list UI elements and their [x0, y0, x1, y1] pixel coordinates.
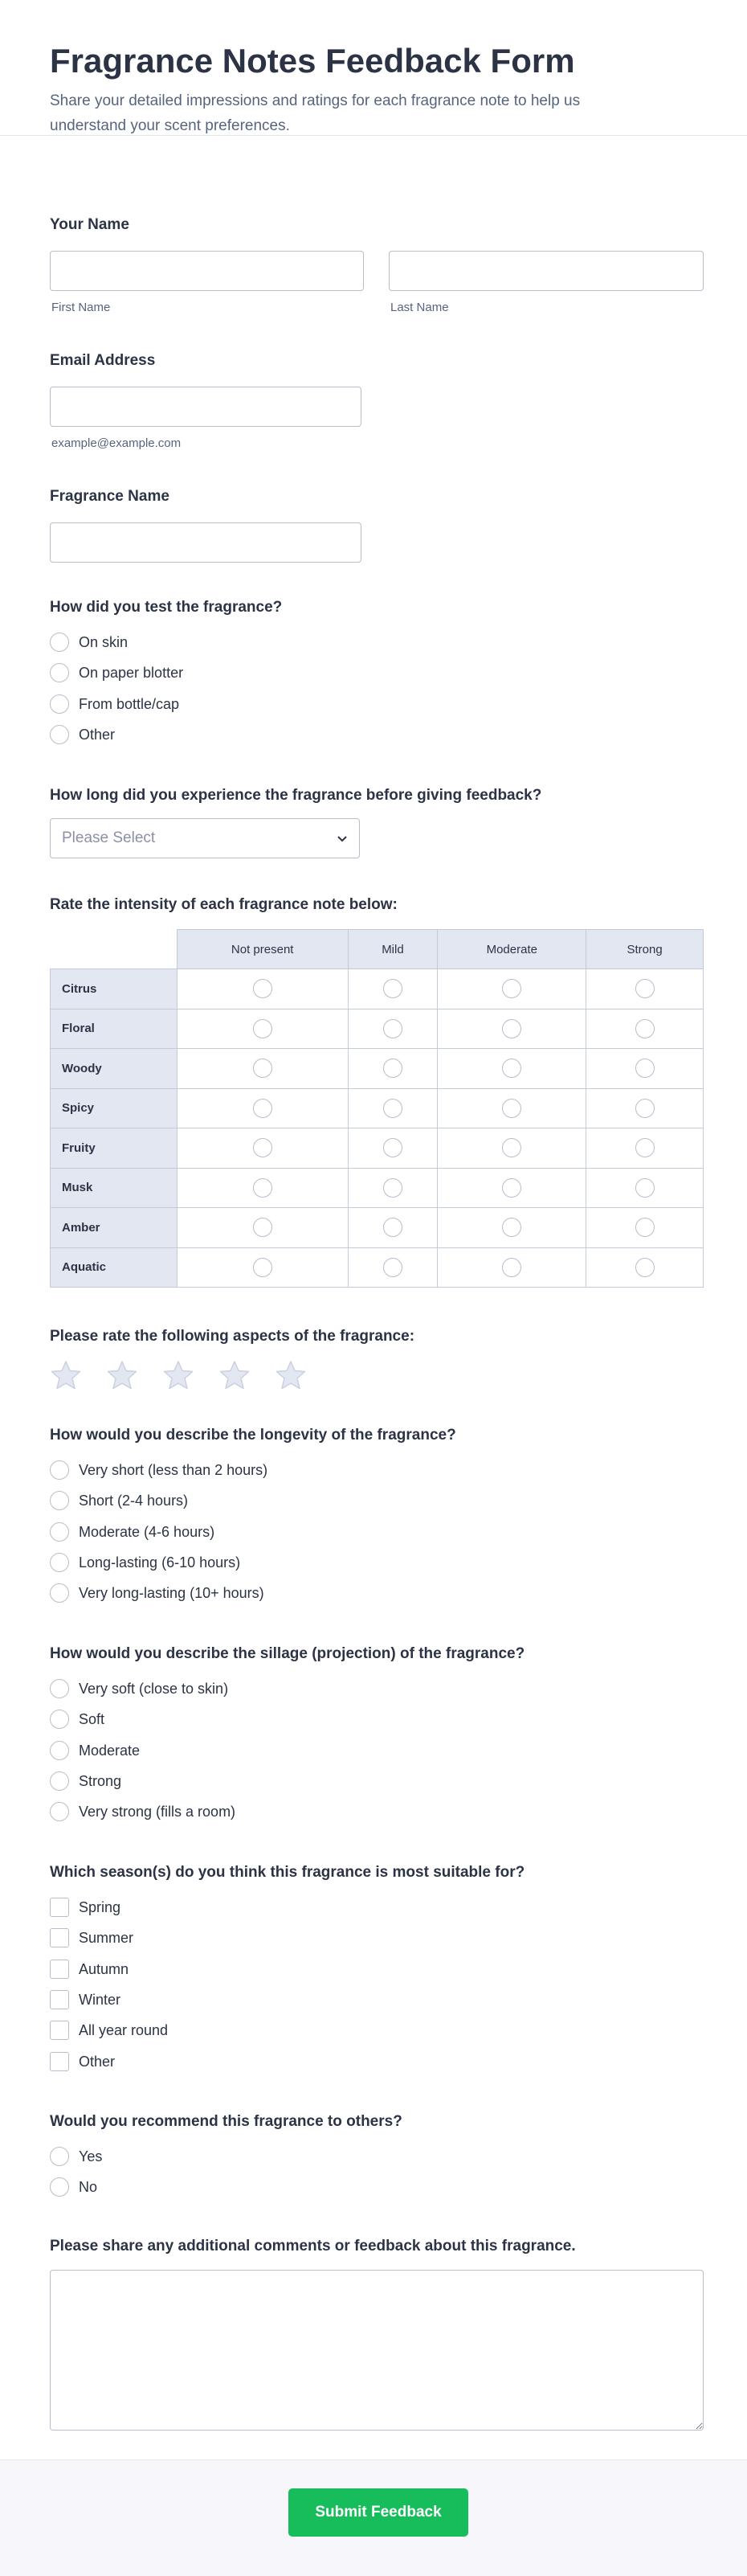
intensity-matrix: [50, 929, 704, 1288]
radio-button[interactable]: [50, 2177, 69, 2197]
intensity-matrix-field: [50, 895, 704, 1297]
duration-select[interactable]: [50, 818, 360, 858]
name-label: Your Name: [50, 216, 129, 233]
aspects-rating-field: [50, 1327, 704, 1399]
matrix-cell: [348, 1049, 438, 1089]
matrix-cell: [438, 1247, 586, 1288]
option-label: Soft: [79, 1710, 105, 1727]
matrix-radio-button[interactable]: [383, 1258, 402, 1277]
matrix-cell: [177, 969, 348, 1010]
matrix-cell: [586, 969, 704, 1010]
season-option[interactable]: [50, 2050, 115, 2073]
radio-button[interactable]: [50, 1710, 69, 1729]
sillage-option[interactable]: [50, 1800, 235, 1823]
form-footer: [0, 2459, 747, 2576]
matrix-cell: [438, 1009, 586, 1049]
option-label: Summer: [79, 1929, 134, 1946]
checkbox[interactable]: [50, 1960, 69, 1979]
matrix-radio-button[interactable]: [502, 1138, 521, 1157]
option-label: Spring: [79, 1898, 121, 1915]
longevity-field: [50, 1426, 704, 1611]
option-label: On skin: [79, 633, 129, 650]
longevity-option[interactable]: [50, 1459, 267, 1481]
checkbox[interactable]: [50, 2021, 69, 2040]
matrix-cell: [586, 1009, 704, 1049]
option-label: Very short (less than 2 hours): [79, 1461, 268, 1478]
matrix-cell: [177, 1049, 348, 1089]
last-name-input[interactable]: [389, 251, 704, 291]
option-label: On paper blotter: [79, 664, 184, 681]
radio-button[interactable]: [50, 1460, 69, 1480]
option-label: All year round: [79, 2021, 169, 2038]
radio-button[interactable]: [50, 1802, 69, 1821]
matrix-row-label: Aquatic: [51, 1247, 178, 1288]
duration-field: [50, 786, 704, 858]
matrix-row: [51, 1009, 704, 1049]
season-option[interactable]: [50, 1927, 133, 1949]
matrix-cell: [586, 1128, 704, 1169]
option-label: Moderate: [79, 1742, 141, 1759]
matrix-radio-button[interactable]: [502, 1099, 521, 1118]
matrix-cell: [177, 1088, 348, 1128]
longevity-option[interactable]: [50, 1551, 240, 1574]
comments-textarea[interactable]: [50, 2270, 704, 2431]
matrix-radio-button[interactable]: [383, 979, 402, 998]
matrix-row: [51, 1088, 704, 1128]
matrix-cell: [438, 1049, 586, 1089]
matrix-cell: [177, 1009, 348, 1049]
intensity-label: Rate the intensity of each fragrance note below:: [50, 896, 398, 913]
email-label: Email Address: [50, 352, 156, 369]
fragrance-name-field: [50, 487, 704, 506]
sillage-option[interactable]: [50, 1708, 104, 1730]
comments-label: Please share any additional comments or feedback about this fragrance.: [50, 2238, 576, 2255]
matrix-row-label: Fruity: [51, 1128, 178, 1169]
sillage-field: [50, 1644, 704, 1829]
matrix-corner: [51, 930, 178, 969]
option-label: Short (2-4 hours): [79, 1492, 189, 1509]
sillage-option[interactable]: [50, 1739, 140, 1762]
season-field: [50, 1863, 704, 2080]
matrix-row: [51, 1049, 704, 1089]
radio-button[interactable]: [50, 663, 69, 682]
option-label: Other: [79, 2053, 116, 2070]
radio-button[interactable]: [50, 1679, 69, 1698]
season-option[interactable]: [50, 2019, 168, 2042]
radio-button[interactable]: [50, 1771, 69, 1791]
matrix-radio-button[interactable]: [253, 979, 272, 998]
matrix-cell: [438, 1128, 586, 1169]
option-label: Moderate (4-6 hours): [79, 1523, 215, 1540]
select-placeholder: Please Select: [62, 829, 156, 846]
matrix-cell: [586, 1088, 704, 1128]
radio-button[interactable]: [50, 725, 69, 744]
matrix-cell: [348, 1208, 438, 1248]
matrix-radio-button[interactable]: [635, 1059, 655, 1078]
matrix-cell: [348, 1247, 438, 1288]
season-option[interactable]: [50, 1896, 120, 1919]
longevity-option[interactable]: [50, 1489, 188, 1512]
chevron-down-icon: [337, 833, 348, 845]
matrix-row-label: Floral: [51, 1009, 178, 1049]
matrix-row: [51, 1128, 704, 1169]
matrix-radio-button[interactable]: [635, 1178, 655, 1198]
matrix-radio-button[interactable]: [383, 1019, 402, 1038]
checkbox[interactable]: [50, 1928, 69, 1947]
fragrance-name-input[interactable]: [50, 522, 361, 563]
matrix-radio-button[interactable]: [253, 1138, 272, 1157]
matrix-cell: [438, 1168, 586, 1208]
test-method-option[interactable]: [50, 723, 115, 746]
matrix-radio-button[interactable]: [253, 1178, 272, 1198]
matrix-radio-button[interactable]: [253, 1099, 272, 1118]
radio-button[interactable]: [50, 1583, 69, 1603]
checkbox[interactable]: [50, 1898, 69, 1917]
matrix-radio-button[interactable]: [635, 1019, 655, 1038]
longevity-option[interactable]: [50, 1582, 264, 1604]
sillage-option[interactable]: [50, 1770, 121, 1792]
matrix-cell: [348, 1128, 438, 1169]
matrix-column-header: Strong: [586, 930, 704, 969]
star-icon[interactable]: [275, 1359, 307, 1391]
form-title: Fragrance Notes Feedback Form: [50, 42, 575, 80]
matrix-cell: [177, 1168, 348, 1208]
matrix-row: [51, 1168, 704, 1208]
radio-button[interactable]: [50, 694, 69, 714]
checkbox[interactable]: [50, 1990, 69, 2009]
submit-button[interactable]: Submit Feedback: [288, 2488, 468, 2537]
matrix-cell: [348, 1088, 438, 1128]
matrix-cell: [177, 1247, 348, 1288]
recommend-option[interactable]: [50, 2176, 97, 2198]
sillage-label: How would you describe the sillage (projection) of the fragrance?: [50, 1645, 525, 1662]
season-label: Which season(s) do you think this fragrance is most suitable for?: [50, 1864, 525, 1881]
matrix-radio-button[interactable]: [502, 1218, 521, 1237]
matrix-radio-button[interactable]: [253, 1059, 272, 1078]
option-label: Yes: [79, 2148, 103, 2164]
matrix-radio-button[interactable]: [383, 1178, 402, 1198]
option-label: No: [79, 2178, 98, 2195]
radio-button[interactable]: [50, 1491, 69, 1510]
radio-button[interactable]: [50, 1741, 69, 1760]
star-icon[interactable]: [50, 1359, 82, 1391]
matrix-cell: [586, 1049, 704, 1089]
matrix-radio-button[interactable]: [383, 1218, 402, 1237]
matrix-header-row: [51, 930, 704, 969]
matrix-cell: [177, 1128, 348, 1169]
matrix-row: [51, 969, 704, 1010]
option-label: From bottle/cap: [79, 695, 180, 712]
matrix-row-label: Amber: [51, 1208, 178, 1248]
radio-button[interactable]: [50, 1553, 69, 1572]
matrix-radio-button[interactable]: [502, 1019, 521, 1038]
email-field: [50, 351, 704, 450]
name-field: [50, 215, 704, 314]
matrix-radio-button[interactable]: [383, 1059, 402, 1078]
matrix-cell: [438, 1208, 586, 1248]
aspects-label: Please rate the following aspects of the fragrance:: [50, 1328, 415, 1345]
matrix-radio-button[interactable]: [253, 1258, 272, 1277]
matrix-radio-button[interactable]: [635, 1099, 655, 1118]
season-option[interactable]: [50, 1958, 129, 1980]
star-icon[interactable]: [162, 1359, 194, 1391]
test-method-field: [50, 598, 704, 751]
matrix-row-label: Musk: [51, 1168, 178, 1208]
matrix-column-header: Mild: [348, 930, 438, 969]
option-label: Very soft (close to skin): [79, 1680, 229, 1697]
matrix-radio-button[interactable]: [502, 1178, 521, 1198]
star-icon[interactable]: [218, 1359, 251, 1391]
last-name-sublabel: Last Name: [390, 301, 449, 314]
option-label: Autumn: [79, 1960, 129, 1977]
form-header: [0, 0, 747, 136]
option-label: Winter: [79, 1991, 121, 2008]
radio-button[interactable]: [50, 2147, 69, 2166]
season-option[interactable]: [50, 1988, 120, 2011]
first-name-input[interactable]: [50, 251, 364, 291]
matrix-radio-button[interactable]: [253, 1218, 272, 1237]
recommend-field: [50, 2112, 704, 2201]
star-icon[interactable]: [106, 1359, 138, 1391]
star-rating: [50, 1359, 331, 1391]
matrix-radio-button[interactable]: [635, 1138, 655, 1157]
longevity-option[interactable]: [50, 1521, 214, 1543]
matrix-row: [51, 1247, 704, 1288]
form-subtitle: Share your detailed impressions and ratings for each fragrance note to help us understand your scent preferences.: [50, 92, 581, 134]
matrix-cell: [438, 1088, 586, 1128]
fragrance-name-label: Fragrance Name: [50, 488, 169, 505]
matrix-radio-button[interactable]: [502, 1059, 521, 1078]
matrix-cell: [586, 1168, 704, 1208]
option-label: Very strong (fills a room): [79, 1803, 236, 1820]
comments-field: [50, 2237, 704, 2438]
matrix-radio-button[interactable]: [383, 1138, 402, 1157]
matrix-cell: [348, 1009, 438, 1049]
checkbox[interactable]: [50, 2052, 69, 2071]
duration-label: How long did you experience the fragrance before giving feedback?: [50, 787, 542, 804]
matrix-row: [51, 1208, 704, 1248]
test-method-option[interactable]: [50, 631, 128, 653]
matrix-cell: [438, 969, 586, 1010]
option-label: Strong: [79, 1772, 122, 1789]
email-input[interactable]: [50, 387, 361, 427]
matrix-radio-button[interactable]: [383, 1099, 402, 1118]
recommend-option[interactable]: [50, 2145, 102, 2168]
option-label: Long-lasting (6-10 hours): [79, 1554, 241, 1571]
email-sublabel: example@example.com: [51, 436, 182, 450]
matrix-radio-button[interactable]: [253, 1019, 272, 1038]
matrix-radio-button[interactable]: [635, 1218, 655, 1237]
recommend-label: Would you recommend this fragrance to others?: [50, 2113, 402, 2130]
matrix-row-label: Citrus: [51, 969, 178, 1010]
matrix-cell: [177, 1208, 348, 1248]
matrix-column-header: Not present: [177, 930, 348, 969]
test-method-option[interactable]: [50, 693, 179, 715]
matrix-cell: [586, 1208, 704, 1248]
test-method-label: How did you test the fragrance?: [50, 599, 283, 616]
first-name-sublabel: First Name: [51, 301, 111, 314]
matrix-column-header: Moderate: [438, 930, 586, 969]
matrix-radio-button[interactable]: [502, 1258, 521, 1277]
matrix-radio-button[interactable]: [635, 1258, 655, 1277]
matrix-row-label: Woody: [51, 1049, 178, 1089]
test-method-option[interactable]: [50, 661, 183, 684]
radio-button[interactable]: [50, 633, 69, 652]
matrix-cell: [348, 1168, 438, 1208]
option-label: Very long-lasting (10+ hours): [79, 1584, 264, 1601]
matrix-cell: [348, 969, 438, 1010]
matrix-cell: [586, 1247, 704, 1288]
matrix-row-label: Spicy: [51, 1088, 178, 1128]
matrix-radio-button[interactable]: [635, 979, 655, 998]
option-label: Other: [79, 726, 116, 743]
matrix-radio-button[interactable]: [502, 979, 521, 998]
sillage-option[interactable]: [50, 1677, 228, 1700]
longevity-label: How would you describe the longevity of the fragrance?: [50, 1427, 456, 1444]
radio-button[interactable]: [50, 1522, 69, 1542]
